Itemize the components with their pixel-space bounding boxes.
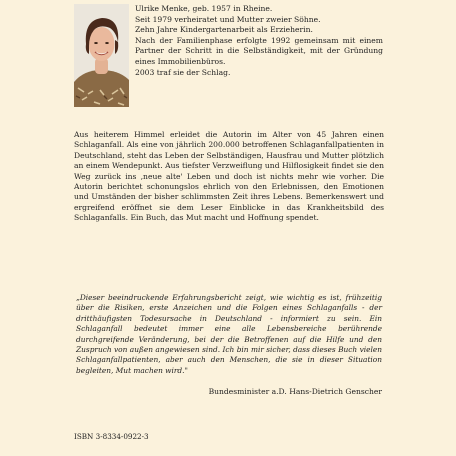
book-description: Aus heiterem Himmel erleidet die Autorin im Alter von 45 Jahren einen Schlaganfall. Als eine von jährlich 200.000 betroffenen Schlaganfallpatienten in Deutschland, steht das Leben der Selbständigen, Hausfrau und Mutter plötzlich an einem Wendepunkt. Aus tiefster Verzweiflung und Hilflosigkeit findet sie den Weg zurück ins ‚neue alte' Leben und doch ist nichts mehr wie vorher. Die Autorin berichtet schonungslos ehrlich von den Erlebnissen, den Emotionen und Umständen der bisher schlimmsten Zeit ihres Lebens. Bemerkenswert und ergreifend eröffnet sie dem Leser Einblicke in das Krankheitsbild des Schlaganfalls. Ein Buch, das Mut macht und Hoffnung spendet. xyxy=(74,130,384,223)
quote-attribution: Bundesminister a.D. Hans-Dietrich Genscher xyxy=(208,387,382,396)
isbn: ISBN 3-8334-0922-3 xyxy=(74,432,149,441)
bio-line: Seit 1979 verheiratet und Mutter zweier Söhne. xyxy=(135,14,321,24)
author-photo xyxy=(74,4,129,107)
author-bio xyxy=(135,4,383,78)
bio-line: Ulrike Menke, geb. 1957 in Rheine. xyxy=(135,4,273,13)
endorsement-quote: „Dieser beeindruckende Erfahrungsbericht zeigt, wie wichtig es ist, frühzeitig über die Risiken, erste Anzeichen und die Folgen eines Schlaganfalls - der dritthäufigsten Todesursache in Deutschland - informiert zu sein. Ein Schlaganfall bedeutet immer eine alle Lebensbereiche berührende durchgreifende Veränderung, bei der die Betroffenen auf die Hilfe und den Zuspruch von außen angewiesen sind. Ich bin mir sicher, dass dieses Buch vielen Schlaganfallpatienten, aber auch den Menschen, die sie in dieser Situation begleiten, Mut machen wird." xyxy=(76,293,382,375)
bio-line: Nach der Familienphase erfolgte 1992 gemeinsam mit einem Partner der Schritt in die Selbständigkeit, mit der Gründung eines Immobilienbüros. xyxy=(135,35,383,66)
bio-line: Zehn Jahre Kindergartenarbeit als Erzieherin. xyxy=(135,25,313,35)
bio-line: 2003 traf sie der Schlag. xyxy=(135,67,231,77)
